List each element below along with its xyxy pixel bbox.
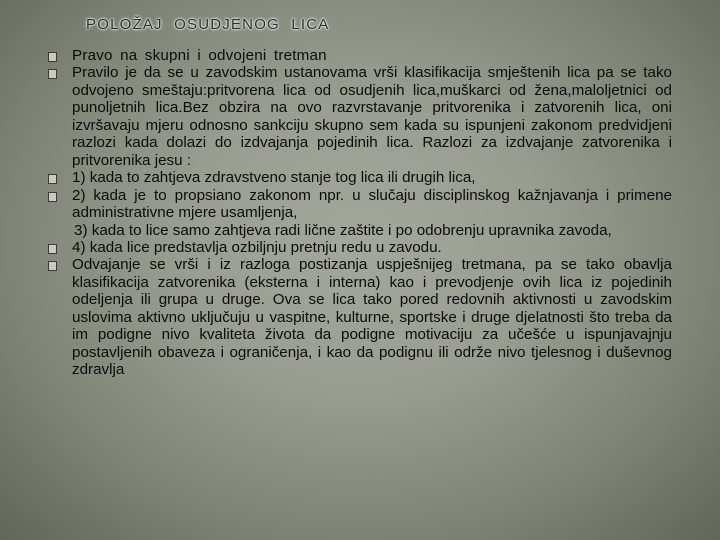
list-item (48, 256, 672, 378)
list-item-text: Pravo na skupni i odvojeni tretman (72, 47, 327, 64)
slide-content (48, 47, 672, 379)
list-item (48, 64, 672, 169)
list-item (48, 222, 672, 239)
square-bullet-icon (48, 174, 57, 184)
list-item-text: 1) kada to zahtjeva zdravstveno stanje tog lica ili drugih lica, (72, 169, 476, 187)
square-bullet-icon (48, 261, 57, 271)
square-bullet-icon (48, 192, 57, 202)
slide-title: POLOŽAJ OSUDJENOG LICA (86, 16, 330, 33)
list-item (48, 239, 672, 256)
list-item-text: 3) kada to lice samo zahtjeva radi lične zaštite i po odobrenju upravnika zavoda, (74, 221, 612, 239)
square-bullet-icon (48, 69, 57, 79)
square-bullet-icon (48, 52, 57, 62)
list-item-text: Odvajanje se vrši i iz razloga postizanja uspješnijeg tretmana, pa se tako obavlja klasifikacija zatvorenika (eksterna i interna) kao i prevodjenje ovih lica iz pojedinih odeljenja ili grupa u druge. Ova se lica tako pored redovnih aktivnosti u zavodskim uslovima aktivno uključuju u vaspitne, kulturne, sportske i druge djelatnosti što treba da im podigne nivo kvaliteta života da podigne motivaciju za učešće u ispunjavajnju postavljenih obaveza i ograničenja, i kao da podignu ili održe nivo tjelesnog i duševnog zdravlja (72, 256, 672, 379)
square-bullet-icon (48, 244, 57, 254)
list-item (48, 47, 672, 64)
list-item-text: Pravilo je da se u zavodskim ustanovama vrši klasifikacija smještenih lica pa se tako odvojeno smeštaju:pritvorena lica od osudjenih lica,muškarci od žena,maloljetnici od punoljetnih lica.Bez obzira na ovo razvrstavanje pritvorenika i zatvorenih lica, oni izvršavaju mjeru odnosno sankciju skupno sem kada su ispunjeni zakonom predvidjeni razlozi kada dolazi do izdvajanja pojedinih lica. Razlozi za izdvajanje zatvorenika i pritvorenika jesu : (72, 64, 672, 169)
list-item-text: 2) kada je to propsiano zakonom npr. u slučaju disciplinskog kažnjavanja i primene administrativne mjere usamljenja, (72, 186, 672, 222)
list-item (48, 187, 672, 222)
list-item-text: 4) kada lice predstavlja ozbiljnju pretnju redu u zavodu. (72, 238, 442, 256)
list-item (48, 169, 672, 186)
